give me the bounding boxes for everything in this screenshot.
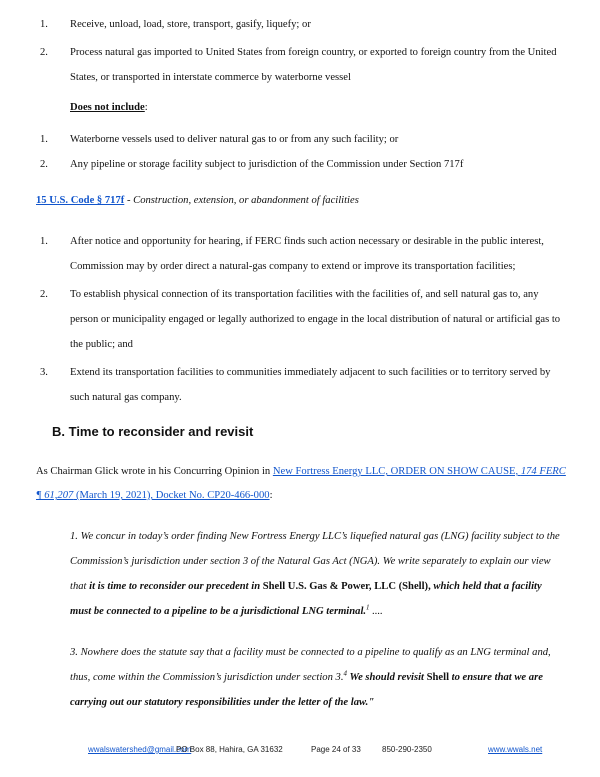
footer-address: PO Box 88, Hahira, GA 31632 — [176, 745, 283, 754]
section-heading: B. Time to reconsider and revisit — [52, 424, 254, 439]
footnote-ref[interactable]: 4 — [343, 669, 347, 678]
usc-717f-link[interactable]: 15 U.S. Code § 717f — [36, 195, 125, 206]
list-top — [40, 12, 562, 90]
intro-paragraph: As Chairman Glick wrote in his Concurring Opinion in New Fortress Energy LLC, ORDER ON SHOW CAUSE, 174 FERC ¶ 61,207 (March 19, 2021), Docket No. CP20-466-000: — [36, 466, 566, 501]
list-item: 3. Extend its transportation facilities to communities immediately adjacent to such facilities or to territory served by such natural gas company. — [40, 367, 551, 403]
new-fortress-order-link[interactable]: New Fortress Energy LLC, ORDER ON SHOW CAUSE, 174 FERC ¶ 61,207 (March 19, 2021), Docket No. CP20-466-000 — [36, 466, 566, 501]
list-item: 1. After notice and opportunity for hearing, if FERC finds such action necessary or desirable in the public interest, Commission may by order direct a natural-gas company to extend or improve its transportation facilities; — [40, 236, 544, 272]
list-item: 2. Any pipeline or storage facility subject to jurisdiction of the Commission under Section 717f — [40, 159, 464, 170]
list-item: 2. Process natural gas imported to United States from foreign country, or exported to foreign country from the United States, or transported in interstate commerce by waterborne vessel — [40, 47, 557, 83]
quote-paragraph-1: 1. We concur in today’s order finding New Fortress Energy LLC’s liquefied natural gas (LNG) facility subject to the Commission’s jurisdiction under section 3 of the Natural Gas Act (NGA). We write separately to explain our view that it is time to reconsider our precedent in Shell U.S. Gas & Power, LLC (Shell), which held that a facility must be connected to a pipeline to be a jurisdictional LNG terminal.$^1$ .... — [70, 531, 560, 617]
footer-phone: 850-290-2350 — [382, 745, 432, 754]
footnote-ref[interactable]: 1 — [366, 603, 370, 612]
footer-website-link[interactable]: www.wwals.net — [488, 745, 543, 754]
list-item: 2. To establish physical connection of its transportation facilities with the facilities of, and sell natural gas to, any person or municipality engaged or legally authorized to engage in the local distribution of natural or artificial gas to the public; and — [40, 289, 561, 350]
code-heading: 15 U.S. Code § 717f - Construction, extension, or abandonment of facilities — [36, 195, 359, 206]
footer-page-number: Page 24 of 33 — [311, 745, 361, 754]
quote-paragraph-2: 3. Nowhere does the statute say that a facility must be connected to a pipeline to qualify as an LNG terminal and, thus, come within the Commission’s jurisdiction under section 3.$^4$ We should revisit Shell to ensure that we are carrying out our statutory responsibilities under the letter of the law." — [70, 647, 551, 708]
list-item: 1. Waterborne vessels used to deliver natural gas to or from any such facility; or — [40, 134, 399, 145]
list-exclusions — [40, 127, 562, 177]
list-717f — [40, 229, 562, 410]
list-item: 1. Receive, unload, load, store, transport, gasify, liquefy; or — [40, 19, 311, 30]
footer-email-link[interactable]: wwalswatershed@gmail.com — [88, 745, 192, 754]
does-not-include-heading: Does not include: — [70, 102, 148, 113]
